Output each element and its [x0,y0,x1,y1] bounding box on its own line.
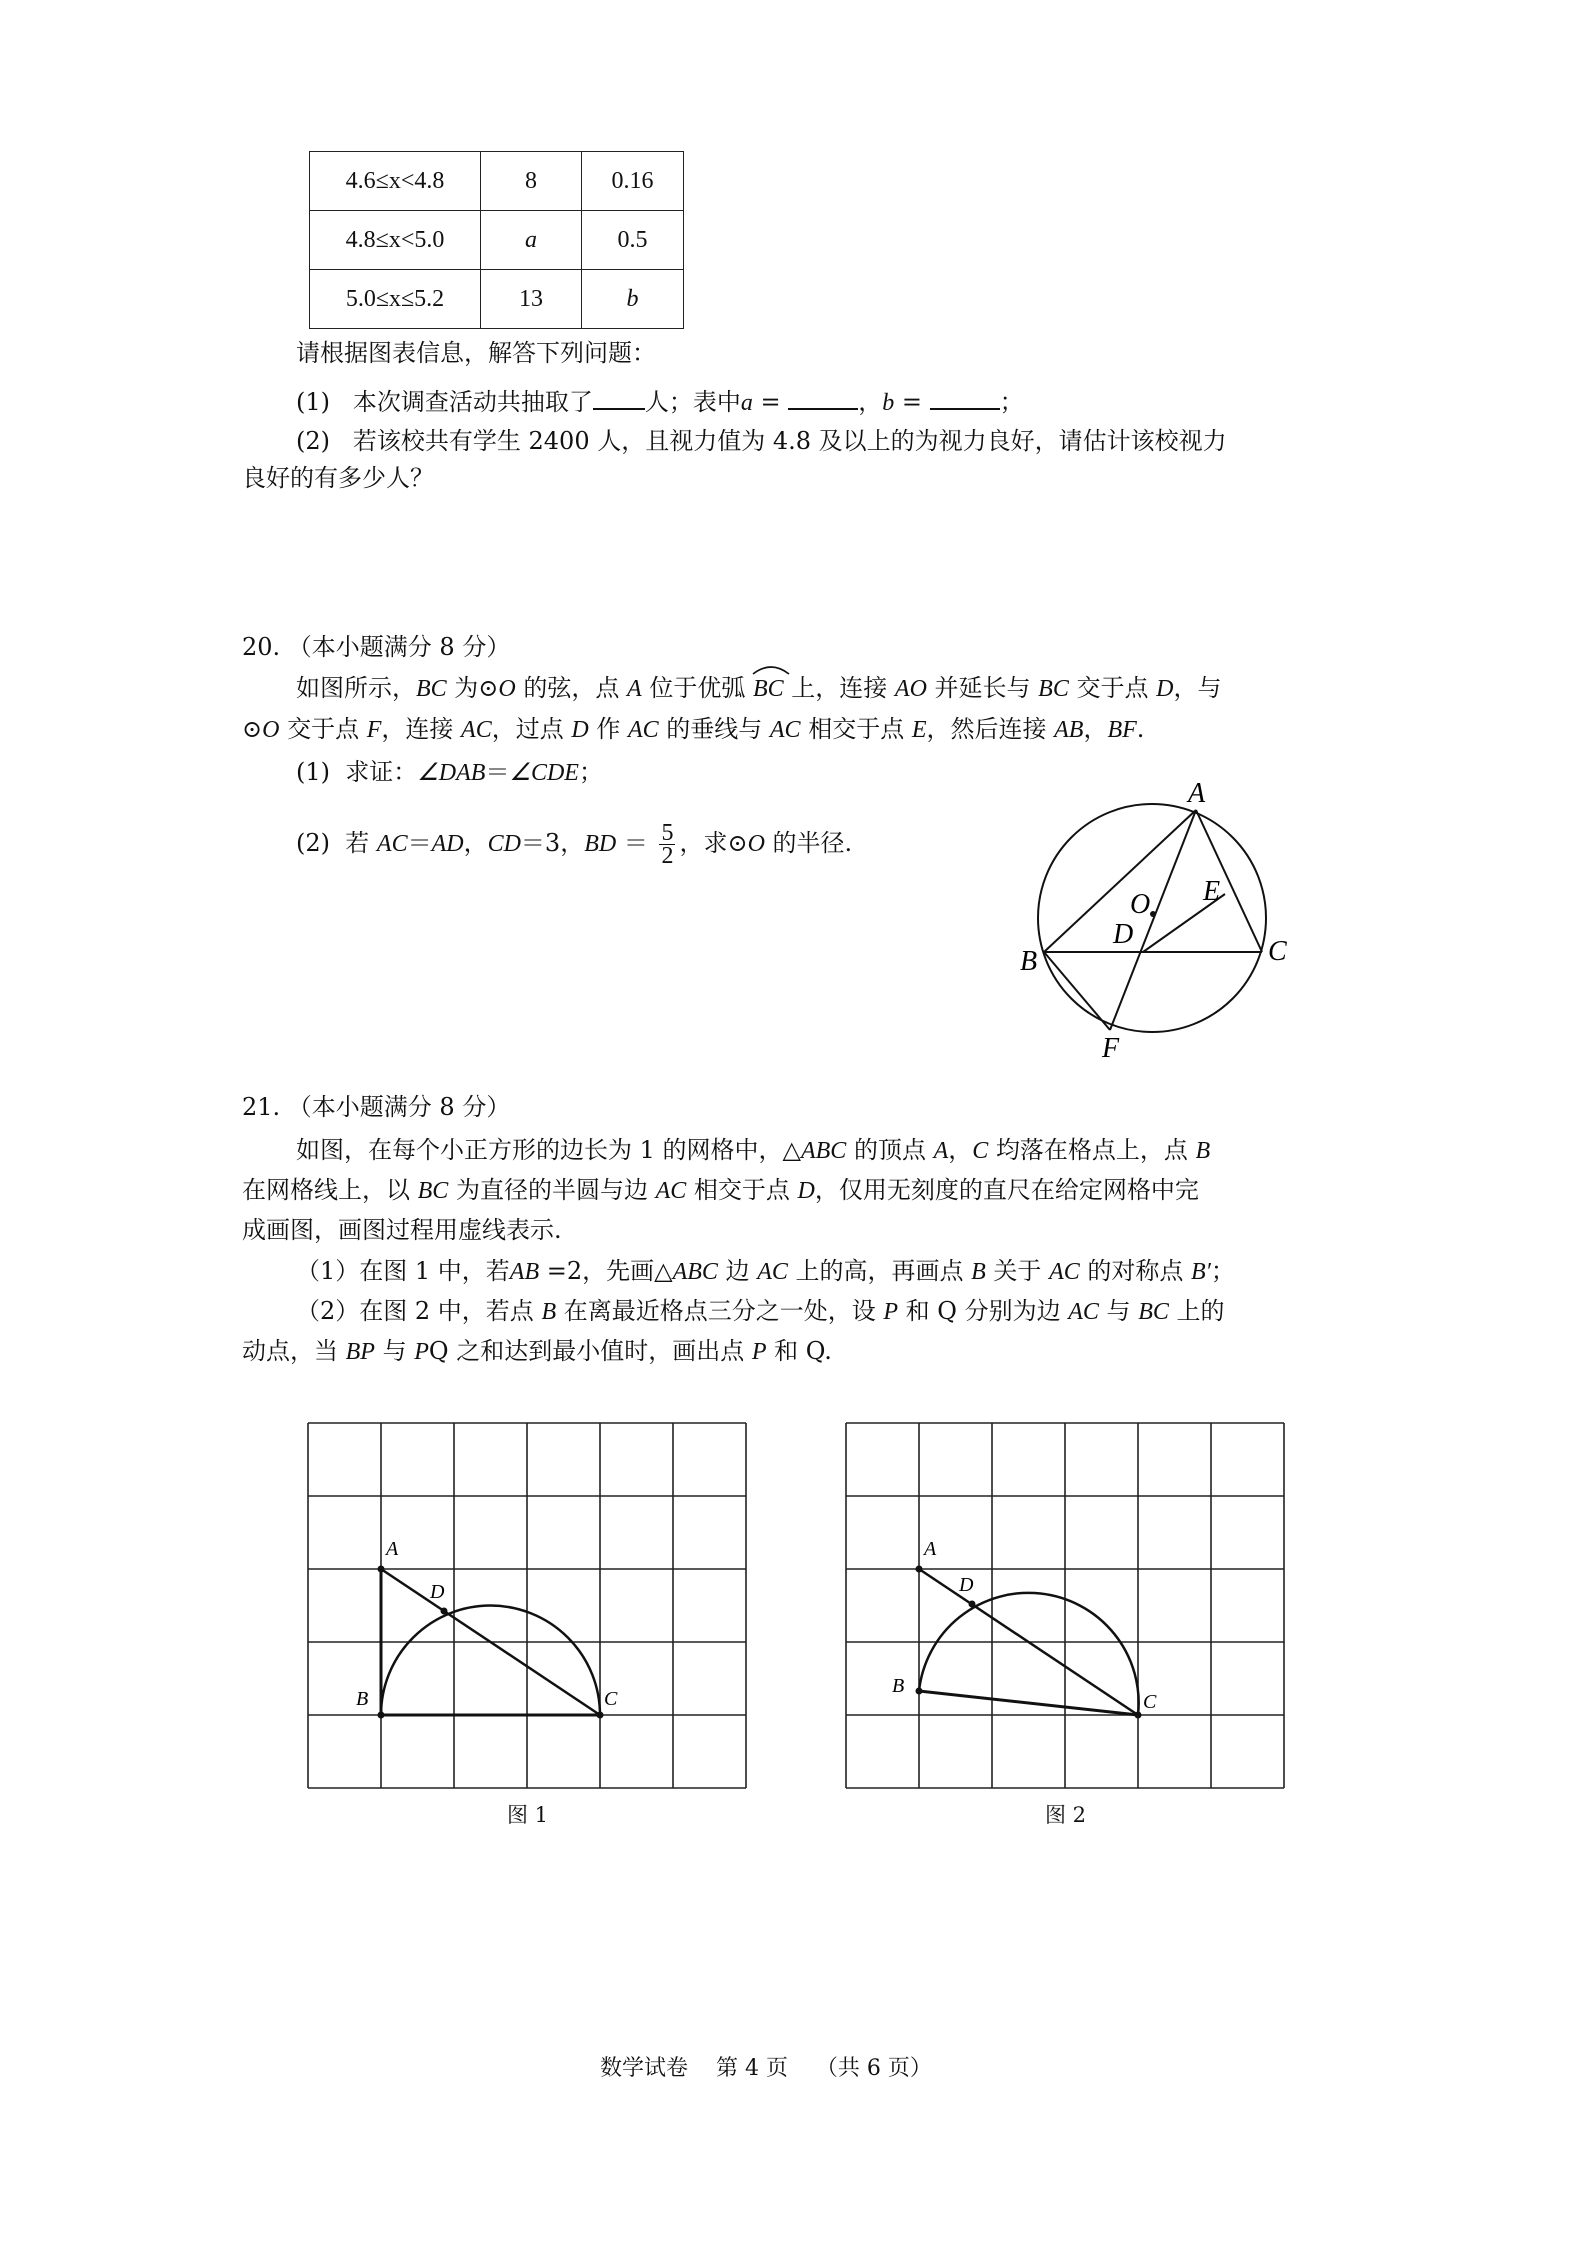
label-c: C [604,1688,618,1710]
text: 为⊙ [446,674,499,702]
text: ＝ [407,829,432,857]
text: ⊙ [242,715,263,743]
text: 的半径. [764,829,853,857]
text: =2，先画△ [539,1257,673,1285]
equals: = [752,388,789,416]
text: 如图，在每个小正方形的边长为 1 的网格中，△ [296,1136,801,1164]
table-row [310,211,684,270]
q21-line3: 成画图，画图过程用虚线表示. [242,1216,562,1244]
answer-blank [788,386,858,410]
text: ，连接 [381,715,462,743]
point-label: B [971,1259,986,1285]
segment-label: AC [376,831,408,857]
segment-label: AB [509,1259,540,1285]
point-b [378,1712,385,1719]
text: . [1136,715,1145,743]
point-a [916,1566,923,1573]
text: 与 [1098,1297,1139,1325]
text: 上，连接 [783,674,895,702]
label-f: F [1102,1033,1120,1064]
text: 为直径的半圆与边 [448,1176,656,1204]
fraction-denominator: 2 [661,843,674,869]
table-row [310,152,684,211]
table-cell-count: 8 [481,152,582,211]
label-e: E [1203,876,1221,907]
q19-part1 [296,385,1024,420]
point-label: B′ [1191,1259,1211,1285]
answer-blank [930,386,1000,410]
point-label: F [366,717,382,743]
segment-label: BC [416,676,447,702]
q19-part2-number: (2) [296,427,330,455]
segment-label: CD [487,831,521,857]
q19-part1-text-b: 人；表中 [644,388,741,416]
table-row [310,270,684,329]
angle-label: ∠DAB [417,760,486,786]
text: 的对称点 [1079,1257,1191,1285]
fraction [659,822,675,867]
point-label: D [1156,676,1174,702]
point-label: P [883,1299,899,1325]
q19-intro: 请根据图表信息，解答下列问题： [296,339,656,367]
segment-label: AC [461,717,492,743]
point-label: B [1195,1138,1211,1164]
point-label: O [262,717,280,743]
q19-part2 [296,424,1227,458]
point-label: O [747,831,765,857]
text: 相交于点 [800,715,912,743]
segment-label: AC [1068,1299,1099,1325]
q19-part1-number: (1) [296,388,330,416]
text: 交于点 [279,715,367,743]
segment-label: BC [1038,676,1069,702]
label-c: C [1143,1691,1157,1713]
q19-part1-text-a: 本次调查活动共抽取了 [352,388,593,416]
label-a: A [386,1538,399,1560]
table-cell-count: a [481,211,582,270]
text: ＝3， [520,829,585,857]
angle-label: ∠CDE [509,760,579,786]
arc-notation [753,671,784,706]
text: 动点，当 [242,1337,346,1365]
table-cell-frequency: b [582,270,684,329]
table-cell-frequency: 0.5 [582,211,684,270]
point-label: A [627,676,642,702]
text: 相交于点 [686,1176,798,1204]
text: 位于优弧 [641,674,753,702]
text: 求证： [345,758,418,786]
text: ， [463,829,488,857]
label-d: D [1113,919,1134,950]
label-d: D [430,1581,445,1603]
q21-header: 21. （本小题满分 8 分） [242,1093,511,1121]
segment-label: BF [1107,717,1137,743]
q20-part2 [296,818,852,869]
grid-lines [846,1423,1284,1788]
text: 在网格线上，以 [242,1176,418,1204]
point-d [969,1601,976,1608]
segment-label: AO [894,676,927,702]
text: 的垂线与 [658,715,770,743]
segment-label: BP [345,1339,375,1365]
text: 在离最近格点三分之一处，设 [556,1297,884,1325]
text: 的顶点 [846,1136,934,1164]
text: 上的 [1168,1297,1225,1325]
label-d: D [959,1574,974,1596]
figure-1-caption: 图 1 [507,1803,549,1827]
table-cell-range: 5.0≤x≤5.2 [310,270,481,329]
text: 和 Q. [766,1337,832,1365]
text: ； [578,758,603,786]
segment-label: AC [655,1178,687,1204]
table-cell-range: 4.8≤x<5.0 [310,211,481,270]
arc-symbol [751,663,791,675]
arc-label: BC [752,676,784,702]
text: 上的高，再画点 [787,1257,972,1285]
q20-header: 20. （本小题满分 8 分） [242,633,511,661]
text: ， [1083,715,1108,743]
q21-part2 [296,1294,1225,1329]
label-a: A [1188,778,1206,809]
semicircle [919,1593,1139,1715]
point-b [916,1688,923,1695]
label-b: B [892,1675,905,1697]
segment-bf [1044,952,1110,1030]
text: ； [1210,1257,1235,1285]
label-b: B [356,1688,369,1710]
comma: ， [858,388,883,416]
part-number: (1) [296,758,330,786]
q19-part2-line2: 良好的有多少人？ [242,464,434,492]
text: 均落在格点上，点 [988,1136,1196,1164]
point-label: E [911,717,927,743]
circle-o [1038,804,1266,1032]
q21-part2-line2 [242,1334,832,1369]
var-b: b [882,390,895,416]
frequency-table [309,151,684,329]
page-footer: 数学试卷 第 4 页 （共 6 页） [600,2056,932,2081]
fraction-numerator: 5 [661,820,674,846]
grid-figure-2 [838,1415,1298,1795]
text: 作 [588,715,628,743]
label-a: A [924,1538,937,1560]
label-c: C [1268,936,1287,967]
semicolon: ； [999,388,1024,416]
segment-label: AC [627,717,659,743]
text: 并延长与 [926,674,1039,702]
segment-label: BC [1138,1299,1169,1325]
q20-line1 [296,671,1221,706]
circle-figure [1010,760,1300,1070]
segment-label: BC [417,1178,449,1204]
text: 的弦，点 [515,674,628,702]
text: ，仅用无刻度的直尺在给定网格中完 [814,1176,1199,1204]
text: 关于 [985,1257,1050,1285]
text: （2）在图 2 中，若点 [296,1297,542,1325]
text: 如图所示， [296,674,416,702]
figure-2-caption: 图 2 [1045,1803,1087,1827]
text: 交于点 [1068,674,1157,702]
text: （1）在图 1 中，若 [296,1257,510,1285]
q21-part1 [296,1254,1235,1289]
var-a: a [740,390,753,416]
text: ，与 [1173,674,1222,702]
answer-blank [593,386,645,410]
point-label: B [541,1299,557,1325]
q20-part1 [296,755,603,790]
table-cell-frequency: 0.16 [582,152,684,211]
q21-line1 [296,1133,1210,1168]
point-label: A [933,1138,949,1164]
segment-label: AC [769,717,801,743]
text: 若 [345,829,377,857]
q20-line2 [242,712,1144,747]
text: ＝ [616,829,656,857]
equals: = [894,388,930,416]
q21-line2 [242,1173,1199,1208]
segment-label: AC [1049,1259,1080,1285]
text: ，过点 [491,715,572,743]
point-c [1135,1712,1142,1719]
segment-label: AC [757,1259,788,1285]
semicircle [381,1606,600,1715]
point-label: P [414,1339,429,1365]
label-b: B [1020,946,1038,977]
triangle-label: ABC [800,1138,847,1164]
part-number: (2) [296,829,330,857]
text: ， [948,1136,973,1164]
point-d [441,1608,448,1615]
segment-label: AB [1054,717,1084,743]
center-point [1150,911,1156,917]
text: Q 之和达到最小值时，画出点 [428,1337,752,1365]
text: 边 [717,1257,758,1285]
text: ，求⊙ [679,829,748,857]
point-label: P [751,1339,767,1365]
text: 和 Q 分别为边 [898,1297,1069,1325]
segment-label: BD [584,831,617,857]
point-a [378,1566,385,1573]
text: ，然后连接 [926,715,1055,743]
label-o: O [1130,889,1151,920]
q19-part2-line1: 若该校共有学生 2400 人，且视力值为 4.8 及以上的为视力良好，请估计该校视力 [352,427,1227,455]
segment-label: AD [431,831,464,857]
point-label: D [797,1178,815,1204]
text: ＝ [485,758,510,786]
triangle-label: ABC [672,1259,718,1285]
table-cell-count: 13 [481,270,582,329]
point-c [597,1712,604,1719]
point-label: C [972,1138,989,1164]
grid-figure-1 [300,1415,760,1795]
grid-lines [308,1423,746,1788]
text: 与 [374,1337,415,1365]
table-cell-range: 4.6≤x<4.8 [310,152,481,211]
point-label: D [571,717,589,743]
point-label: O [498,676,516,702]
